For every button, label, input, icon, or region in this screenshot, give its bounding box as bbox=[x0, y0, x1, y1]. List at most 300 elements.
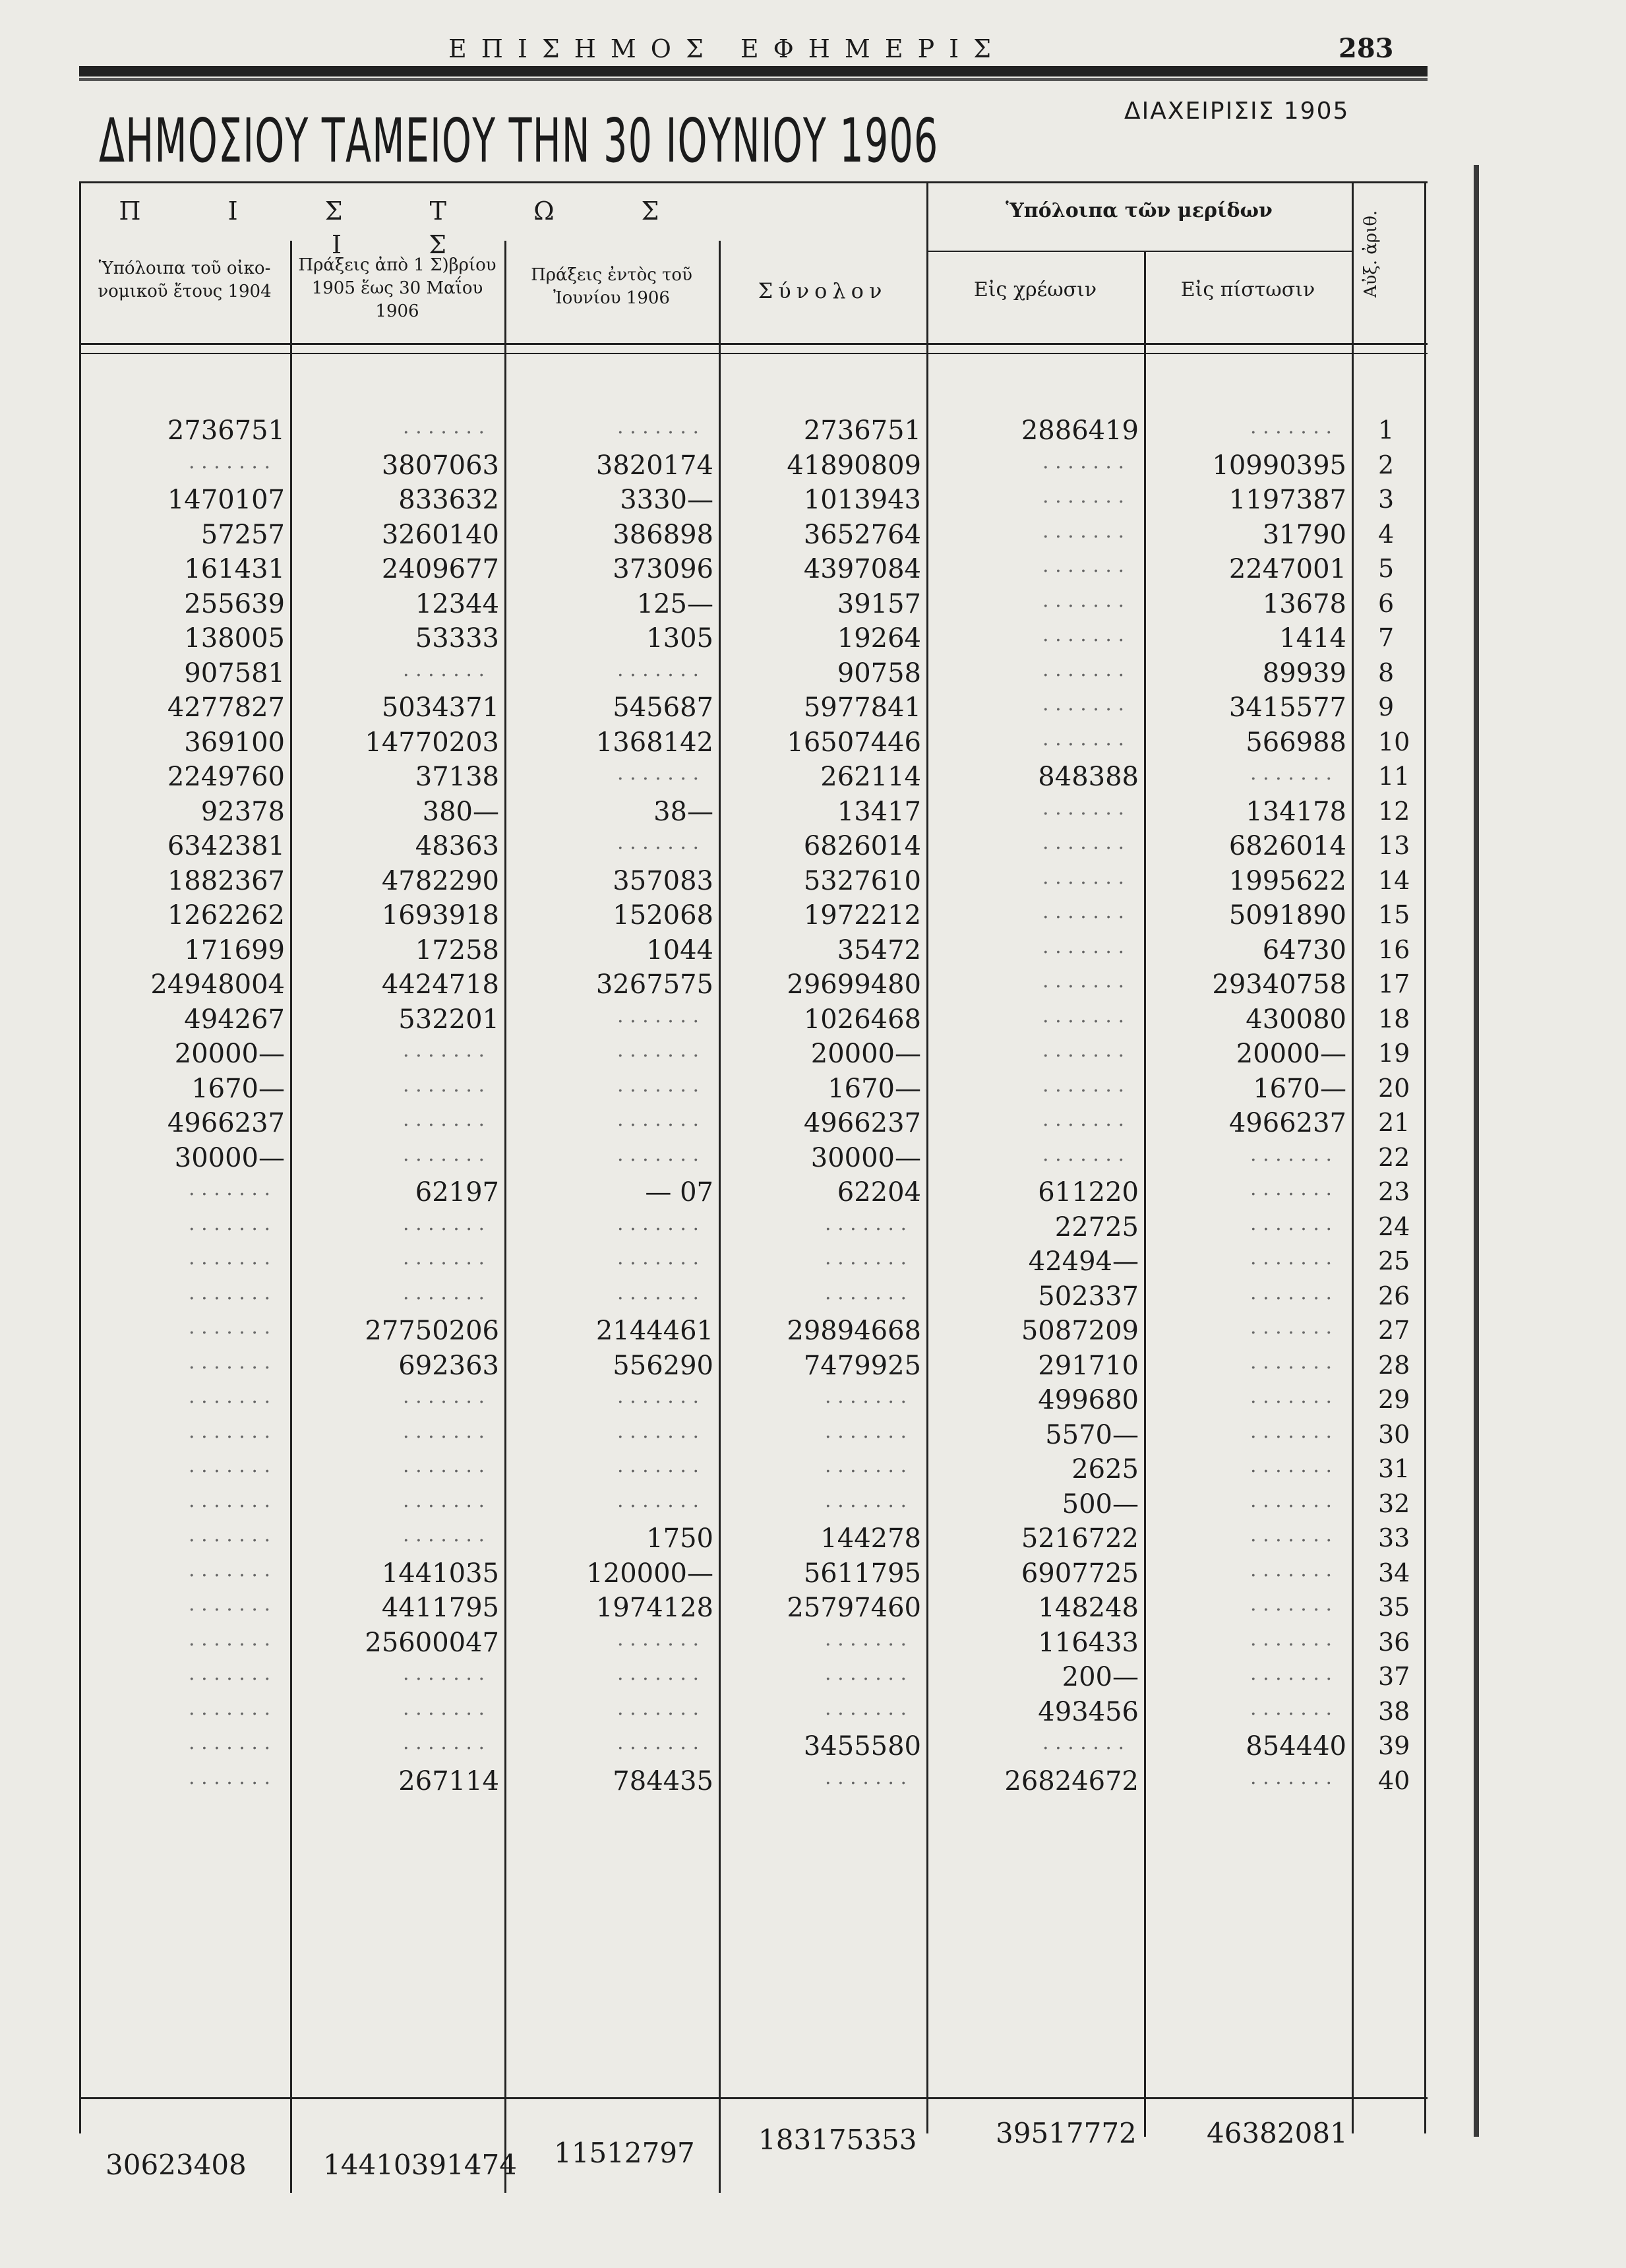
cell-b: 5034371 bbox=[381, 692, 499, 723]
total-col6: 46382081 bbox=[1207, 2117, 1348, 2149]
cell-e: 5570— bbox=[1045, 1419, 1139, 1450]
cell-d: 3455580 bbox=[803, 1731, 921, 1762]
cell-a: 255639 bbox=[184, 588, 285, 619]
cell-d: 4966237 bbox=[803, 1108, 921, 1138]
cell-b: . . . . . . . bbox=[403, 1488, 485, 1512]
cell-b: 3260140 bbox=[381, 519, 499, 550]
cell-d: 30000— bbox=[810, 1142, 921, 1173]
cell-c: 1044 bbox=[646, 935, 713, 965]
cell-c: 1368142 bbox=[595, 727, 713, 758]
cell-c: 386898 bbox=[613, 519, 713, 550]
cell-d: . . . . . . . bbox=[825, 1211, 907, 1235]
cell-b: 27750206 bbox=[365, 1316, 499, 1346]
cell-e: . . . . . . . bbox=[1042, 485, 1124, 508]
cell-f: . . . . . . . bbox=[1250, 1523, 1332, 1547]
cell-c: 1750 bbox=[646, 1523, 713, 1554]
cell-e: 116433 bbox=[1038, 1627, 1139, 1658]
col4-header: Σύνολον bbox=[758, 278, 888, 303]
cell-a: 6342381 bbox=[167, 831, 285, 861]
cell-f: . . . . . . . bbox=[1250, 1454, 1332, 1477]
cell-f: . . . . . . . bbox=[1250, 1558, 1332, 1581]
cell-c: 38— bbox=[653, 796, 713, 827]
row-number: 30 bbox=[1378, 1419, 1410, 1449]
row-number: 15 bbox=[1378, 900, 1410, 929]
cell-f: . . . . . . . bbox=[1250, 1246, 1332, 1270]
cell-c: . . . . . . . bbox=[617, 1696, 699, 1720]
cell-b: . . . . . . . bbox=[403, 1696, 485, 1720]
row-number: 34 bbox=[1378, 1558, 1410, 1587]
cell-d: 1670— bbox=[828, 1073, 921, 1104]
row-number: 22 bbox=[1378, 1142, 1410, 1172]
vline-6 bbox=[1352, 181, 1354, 2133]
cell-a: . . . . . . . bbox=[189, 1316, 270, 1339]
cell-d: 1026468 bbox=[803, 1004, 921, 1035]
cell-d: 3652764 bbox=[803, 519, 921, 550]
cell-b: . . . . . . . bbox=[403, 1073, 485, 1097]
cell-a: 4966237 bbox=[167, 1108, 285, 1138]
cell-e: . . . . . . . bbox=[1042, 1108, 1124, 1131]
row-number: 23 bbox=[1378, 1177, 1410, 1206]
cell-a: . . . . . . . bbox=[189, 1454, 270, 1477]
cell-b: 62197 bbox=[415, 1177, 499, 1208]
vline-2 bbox=[504, 241, 506, 2193]
cell-c: . . . . . . . bbox=[617, 658, 699, 681]
cell-b: . . . . . . . bbox=[403, 1211, 485, 1235]
cell-e: . . . . . . . bbox=[1042, 796, 1124, 820]
col2-header: Πράξεις ἀπὸ 1 Σ)βρίου 1905 ἕως 30 Μαΐου 1906 bbox=[298, 255, 497, 322]
top-rule bbox=[79, 66, 1428, 77]
cell-e: . . . . . . . bbox=[1042, 1004, 1124, 1027]
cell-f: 134178 bbox=[1246, 796, 1346, 827]
cell-a: 171699 bbox=[184, 935, 285, 965]
cell-e: 26824672 bbox=[1004, 1765, 1139, 1796]
cell-f: 10990395 bbox=[1212, 450, 1346, 481]
row-number: 7 bbox=[1378, 623, 1395, 652]
cell-d: 4397084 bbox=[803, 554, 921, 584]
row-number: 19 bbox=[1378, 1039, 1410, 1068]
cell-f: . . . . . . . bbox=[1250, 1177, 1332, 1200]
cell-c: . . . . . . . bbox=[617, 1211, 699, 1235]
cell-d: 25797460 bbox=[787, 1593, 921, 1623]
cell-f: . . . . . . . bbox=[1250, 762, 1332, 785]
row-number: 27 bbox=[1378, 1316, 1410, 1345]
cell-e: 2625 bbox=[1071, 1454, 1139, 1485]
row-number: 6 bbox=[1378, 588, 1395, 618]
cell-d: 5327610 bbox=[803, 865, 921, 896]
cell-d: 62204 bbox=[837, 1177, 921, 1208]
row-number: 5 bbox=[1378, 554, 1395, 583]
cell-e: . . . . . . . bbox=[1042, 554, 1124, 577]
cell-c: . . . . . . . bbox=[617, 1488, 699, 1512]
cell-e: . . . . . . . bbox=[1042, 1073, 1124, 1097]
cell-f: . . . . . . . bbox=[1250, 1765, 1332, 1789]
cell-c: 3267575 bbox=[595, 969, 713, 1000]
cell-f: 13678 bbox=[1262, 588, 1346, 619]
cell-e: . . . . . . . bbox=[1042, 658, 1124, 681]
total-col3: 11512797 bbox=[554, 2137, 695, 2169]
cell-a: . . . . . . . bbox=[189, 1696, 270, 1720]
cell-c: . . . . . . . bbox=[617, 1108, 699, 1131]
cell-c: 152068 bbox=[613, 900, 713, 931]
table-top-line bbox=[79, 181, 1428, 183]
vline-right bbox=[1424, 181, 1426, 2133]
col7-header: Αὐξ. ἀριθ. bbox=[1361, 210, 1381, 298]
row-number: 10 bbox=[1378, 727, 1410, 756]
row-number: 13 bbox=[1378, 831, 1410, 860]
cell-c: . . . . . . . bbox=[617, 831, 699, 854]
cell-a: 138005 bbox=[184, 623, 285, 654]
cell-c: . . . . . . . bbox=[617, 1246, 699, 1270]
cell-b: . . . . . . . bbox=[403, 1142, 485, 1166]
cell-d: 16507446 bbox=[787, 727, 921, 758]
row-number: 29 bbox=[1378, 1385, 1410, 1414]
row-number: 2 bbox=[1378, 450, 1395, 479]
cell-b: . . . . . . . bbox=[403, 1108, 485, 1131]
cell-d: . . . . . . . bbox=[825, 1662, 907, 1685]
cell-b: . . . . . . . bbox=[403, 1246, 485, 1270]
total-col5: 39517772 bbox=[996, 2117, 1137, 2149]
row-number: 32 bbox=[1378, 1488, 1410, 1518]
row-number: 4 bbox=[1378, 519, 1395, 549]
cell-d: 5977841 bbox=[803, 692, 921, 723]
cell-c: . . . . . . . bbox=[617, 1385, 699, 1408]
cell-d: 20000— bbox=[810, 1039, 921, 1069]
cell-f: 20000— bbox=[1236, 1039, 1346, 1069]
cell-c: . . . . . . . bbox=[617, 1281, 699, 1304]
cell-b: 17258 bbox=[415, 935, 499, 965]
cell-d: 29699480 bbox=[787, 969, 921, 1000]
cell-d: . . . . . . . bbox=[825, 1454, 907, 1477]
cell-d: . . . . . . . bbox=[825, 1696, 907, 1720]
cell-c: 556290 bbox=[613, 1350, 713, 1381]
cell-b: . . . . . . . bbox=[403, 1454, 485, 1477]
vline-1 bbox=[290, 241, 292, 2193]
cell-a: 1670— bbox=[191, 1073, 285, 1104]
cell-e: 499680 bbox=[1038, 1385, 1139, 1415]
row-number: 28 bbox=[1378, 1350, 1410, 1380]
vline-3 bbox=[719, 241, 721, 2193]
cell-a: . . . . . . . bbox=[189, 1593, 270, 1616]
cell-d: 7479925 bbox=[803, 1350, 921, 1381]
row-number: 14 bbox=[1378, 865, 1410, 895]
row-number: 17 bbox=[1378, 969, 1410, 998]
top-rule-thin bbox=[79, 78, 1428, 81]
cell-c: 3330— bbox=[620, 485, 713, 515]
cell-c: 357083 bbox=[613, 865, 713, 896]
cell-a: 161431 bbox=[184, 554, 285, 584]
cell-f: 1670— bbox=[1253, 1073, 1346, 1104]
cell-e: . . . . . . . bbox=[1042, 1039, 1124, 1062]
cell-d: 35472 bbox=[837, 935, 921, 965]
cell-c: 125— bbox=[636, 588, 713, 619]
cell-c: 1305 bbox=[646, 623, 713, 654]
row-number: 38 bbox=[1378, 1696, 1410, 1726]
cell-e: . . . . . . . bbox=[1042, 450, 1124, 474]
cell-f: . . . . . . . bbox=[1250, 1488, 1332, 1512]
cell-e: . . . . . . . bbox=[1042, 519, 1124, 543]
cell-a: 20000— bbox=[174, 1039, 285, 1069]
total-col2: 14410391474 bbox=[323, 2149, 517, 2181]
cell-f: 5091890 bbox=[1228, 900, 1346, 931]
cell-f: . . . . . . . bbox=[1250, 1350, 1332, 1374]
cell-f: 854440 bbox=[1246, 1731, 1346, 1762]
cell-e: 493456 bbox=[1038, 1696, 1139, 1727]
row-number: 31 bbox=[1378, 1454, 1410, 1483]
cell-a: . . . . . . . bbox=[189, 1558, 270, 1581]
cell-a: . . . . . . . bbox=[189, 1246, 270, 1270]
cell-c: 784435 bbox=[613, 1765, 713, 1796]
row-number: 39 bbox=[1378, 1731, 1410, 1760]
cell-a: 1262262 bbox=[167, 900, 285, 931]
cell-f: 29340758 bbox=[1212, 969, 1346, 1000]
cell-b: . . . . . . . bbox=[403, 1281, 485, 1304]
row-number: 25 bbox=[1378, 1246, 1410, 1275]
cell-b: 267114 bbox=[398, 1765, 499, 1796]
col3-header: Πράξεις ἐντὸς τοῦ Ἰουνίου 1906 bbox=[531, 265, 692, 309]
row-number: 16 bbox=[1378, 935, 1410, 964]
cell-b: 4411795 bbox=[381, 1593, 499, 1623]
cell-b: 380— bbox=[422, 796, 499, 827]
cell-a: 2249760 bbox=[167, 762, 285, 792]
cell-d: . . . . . . . bbox=[825, 1488, 907, 1512]
cell-b: 532201 bbox=[398, 1004, 499, 1035]
row-number: 18 bbox=[1378, 1004, 1410, 1033]
cell-f: 566988 bbox=[1246, 727, 1346, 758]
header-bottom-line bbox=[79, 343, 1428, 345]
cell-b: 3807063 bbox=[381, 450, 499, 481]
cell-c: . . . . . . . bbox=[617, 762, 699, 785]
row-number: 21 bbox=[1378, 1108, 1410, 1137]
cell-a: 92378 bbox=[200, 796, 285, 827]
cell-a: . . . . . . . bbox=[189, 1385, 270, 1408]
cell-e: . . . . . . . bbox=[1042, 831, 1124, 854]
cell-b: . . . . . . . bbox=[403, 1662, 485, 1685]
page-title: ΔΗΜΟΣΙΟΥ ΤΑΜΕΙΟΥ ΤΗΝ 30 ΙΟΥΝΙΟΥ 1906 bbox=[99, 106, 939, 176]
cell-a: . . . . . . . bbox=[189, 1350, 270, 1374]
cell-f: 1197387 bbox=[1228, 485, 1346, 515]
cell-d: . . . . . . . bbox=[825, 1627, 907, 1651]
cell-b: . . . . . . . bbox=[403, 1523, 485, 1547]
cell-e: 148248 bbox=[1038, 1593, 1139, 1623]
cell-a: 24948004 bbox=[150, 969, 285, 1000]
row-number: 1 bbox=[1378, 415, 1395, 444]
binding-edge bbox=[1474, 165, 1479, 2137]
row-number: 40 bbox=[1378, 1765, 1410, 1795]
cell-b: 14770203 bbox=[365, 727, 499, 758]
cell-a: . . . . . . . bbox=[189, 1281, 270, 1304]
cell-b: 12344 bbox=[415, 588, 499, 619]
total-col1: 30623408 bbox=[105, 2149, 247, 2181]
cell-c: . . . . . . . bbox=[617, 1419, 699, 1443]
cell-d: 41890809 bbox=[787, 450, 921, 481]
pistosis-header: Π Ι Σ Τ Ω Σ Ι Σ bbox=[119, 197, 699, 260]
totals-line bbox=[79, 2097, 1428, 2099]
cell-e: 611220 bbox=[1038, 1177, 1139, 1208]
cell-d: 2736751 bbox=[803, 415, 921, 446]
cell-e: 291710 bbox=[1038, 1350, 1139, 1381]
cell-c: . . . . . . . bbox=[617, 1142, 699, 1166]
cell-d: 13417 bbox=[837, 796, 921, 827]
cell-d: . . . . . . . bbox=[825, 1765, 907, 1789]
vline-5 bbox=[1144, 251, 1146, 2137]
cell-e: 502337 bbox=[1038, 1281, 1139, 1312]
cell-a: 369100 bbox=[184, 727, 285, 758]
cell-c: 2144461 bbox=[595, 1316, 713, 1346]
cell-e: 5216722 bbox=[1021, 1523, 1139, 1554]
cell-e: 2886419 bbox=[1021, 415, 1139, 446]
cell-f: 1414 bbox=[1279, 623, 1346, 654]
cell-e: . . . . . . . bbox=[1042, 1142, 1124, 1166]
cell-f: 6826014 bbox=[1228, 831, 1346, 861]
cell-c: . . . . . . . bbox=[617, 1073, 699, 1097]
cell-a: . . . . . . . bbox=[189, 1523, 270, 1547]
cell-d: 5611795 bbox=[803, 1558, 921, 1589]
cell-f: . . . . . . . bbox=[1250, 415, 1332, 439]
col5-header: Εἰς χρέωσιν bbox=[973, 278, 1097, 301]
cell-a: 1882367 bbox=[167, 865, 285, 896]
cell-f: . . . . . . . bbox=[1250, 1419, 1332, 1443]
cell-a: 57257 bbox=[200, 519, 285, 550]
row-number: 37 bbox=[1378, 1662, 1410, 1691]
vline-left bbox=[79, 181, 81, 2133]
cell-c: 1974128 bbox=[595, 1593, 713, 1623]
cell-e: 848388 bbox=[1038, 762, 1139, 792]
page-number: 283 bbox=[1339, 33, 1394, 64]
cell-a: 30000— bbox=[174, 1142, 285, 1173]
cell-b: . . . . . . . bbox=[403, 1731, 485, 1754]
cell-e: 500— bbox=[1062, 1488, 1139, 1519]
cell-d: 19264 bbox=[837, 623, 921, 654]
cell-d: 39157 bbox=[837, 588, 921, 619]
cell-f: 3415577 bbox=[1228, 692, 1346, 723]
cell-e: . . . . . . . bbox=[1042, 935, 1124, 958]
cell-a: 4277827 bbox=[167, 692, 285, 723]
cell-c: . . . . . . . bbox=[617, 1454, 699, 1477]
cell-e: . . . . . . . bbox=[1042, 692, 1124, 716]
cell-d: . . . . . . . bbox=[825, 1281, 907, 1304]
cell-b: . . . . . . . bbox=[403, 1385, 485, 1408]
remainders-header: Ὑπόλοιπα τῶν μερίδων bbox=[1006, 199, 1273, 222]
row-number: 8 bbox=[1378, 658, 1395, 687]
cell-e: . . . . . . . bbox=[1042, 900, 1124, 923]
cell-f: . . . . . . . bbox=[1250, 1627, 1332, 1651]
cell-e: 22725 bbox=[1054, 1211, 1139, 1242]
cell-e: . . . . . . . bbox=[1042, 727, 1124, 751]
cell-c: . . . . . . . bbox=[617, 1627, 699, 1651]
cell-e: . . . . . . . bbox=[1042, 588, 1124, 612]
cell-b: 1441035 bbox=[381, 1558, 499, 1589]
cell-b: . . . . . . . bbox=[403, 1039, 485, 1062]
cell-c: 3820174 bbox=[595, 450, 713, 481]
cell-a: . . . . . . . bbox=[189, 1211, 270, 1235]
cell-f: . . . . . . . bbox=[1250, 1211, 1332, 1235]
cell-d: 1972212 bbox=[803, 900, 921, 931]
cell-d: 144278 bbox=[820, 1523, 921, 1554]
cell-a: 907581 bbox=[184, 658, 285, 689]
cell-d: . . . . . . . bbox=[825, 1419, 907, 1443]
cell-b: . . . . . . . bbox=[403, 658, 485, 681]
cell-d: 29894668 bbox=[787, 1316, 921, 1346]
cell-d: . . . . . . . bbox=[825, 1385, 907, 1408]
total-col4: 183175353 bbox=[758, 2124, 917, 2156]
cell-c: . . . . . . . bbox=[617, 1039, 699, 1062]
cell-a: 1470107 bbox=[167, 485, 285, 515]
cell-c: — 07 bbox=[645, 1177, 713, 1208]
cell-f: 2247001 bbox=[1228, 554, 1346, 584]
row-number: 20 bbox=[1378, 1073, 1410, 1103]
vline-4 bbox=[926, 181, 928, 2133]
cell-b: 692363 bbox=[398, 1350, 499, 1381]
remainders-divider bbox=[926, 251, 1352, 252]
cell-a: . . . . . . . bbox=[189, 1662, 270, 1685]
cell-e: 42494— bbox=[1028, 1246, 1139, 1277]
cell-b: 1693918 bbox=[381, 900, 499, 931]
cell-a: . . . . . . . bbox=[189, 1731, 270, 1754]
cell-f: 89939 bbox=[1262, 658, 1346, 689]
row-number: 26 bbox=[1378, 1281, 1410, 1310]
cell-a: . . . . . . . bbox=[189, 1627, 270, 1651]
cell-a: . . . . . . . bbox=[189, 1177, 270, 1200]
cell-b: 48363 bbox=[415, 831, 499, 861]
cell-e: . . . . . . . bbox=[1042, 969, 1124, 993]
cell-e: . . . . . . . bbox=[1042, 865, 1124, 889]
row-number: 12 bbox=[1378, 796, 1410, 826]
cell-f: . . . . . . . bbox=[1250, 1316, 1332, 1339]
cell-b: 4424718 bbox=[381, 969, 499, 1000]
cell-c: . . . . . . . bbox=[617, 1662, 699, 1685]
cell-c: . . . . . . . bbox=[617, 415, 699, 439]
cell-c: 545687 bbox=[613, 692, 713, 723]
cell-f: 1995622 bbox=[1228, 865, 1346, 896]
cell-f: . . . . . . . bbox=[1250, 1385, 1332, 1408]
running-head: ΕΠΙΣΗΜΟΣ ΕΦΗΜΕΡΙΣ bbox=[448, 34, 1006, 63]
row-number: 36 bbox=[1378, 1627, 1410, 1657]
cell-d: 6826014 bbox=[803, 831, 921, 861]
cell-b: 37138 bbox=[415, 762, 499, 792]
cell-a: . . . . . . . bbox=[189, 450, 270, 474]
cell-f: . . . . . . . bbox=[1250, 1281, 1332, 1304]
cell-c: . . . . . . . bbox=[617, 1731, 699, 1754]
administration-label: ΔΙΑΧΕΙΡΙΣΙΣ 1905 bbox=[1124, 98, 1350, 125]
cell-f: . . . . . . . bbox=[1250, 1142, 1332, 1166]
cell-f: 64730 bbox=[1262, 935, 1346, 965]
cell-b: 4782290 bbox=[381, 865, 499, 896]
cell-b: 53333 bbox=[415, 623, 499, 654]
cell-e: . . . . . . . bbox=[1042, 1731, 1124, 1754]
cell-b: 25600047 bbox=[365, 1627, 499, 1658]
cell-a: . . . . . . . bbox=[189, 1488, 270, 1512]
cell-c: . . . . . . . bbox=[617, 1004, 699, 1027]
cell-c: 120000— bbox=[586, 1558, 713, 1589]
row-number: 35 bbox=[1378, 1593, 1410, 1622]
cell-b: 833632 bbox=[398, 485, 499, 515]
col6-header: Εἰς πίστωσιν bbox=[1180, 278, 1315, 301]
cell-d: 90758 bbox=[837, 658, 921, 689]
cell-e: 5087209 bbox=[1021, 1316, 1139, 1346]
cell-d: 1013943 bbox=[803, 485, 921, 515]
cell-c: 373096 bbox=[613, 554, 713, 584]
cell-f: . . . . . . . bbox=[1250, 1593, 1332, 1616]
cell-d: 262114 bbox=[820, 762, 921, 792]
cell-b: 2409677 bbox=[381, 554, 499, 584]
cell-e: . . . . . . . bbox=[1042, 623, 1124, 646]
row-number: 11 bbox=[1378, 762, 1410, 791]
cell-b: . . . . . . . bbox=[403, 415, 485, 439]
cell-d: . . . . . . . bbox=[825, 1246, 907, 1270]
cell-e: 6907725 bbox=[1021, 1558, 1139, 1589]
cell-a: 2736751 bbox=[167, 415, 285, 446]
row-number: 33 bbox=[1378, 1523, 1410, 1552]
